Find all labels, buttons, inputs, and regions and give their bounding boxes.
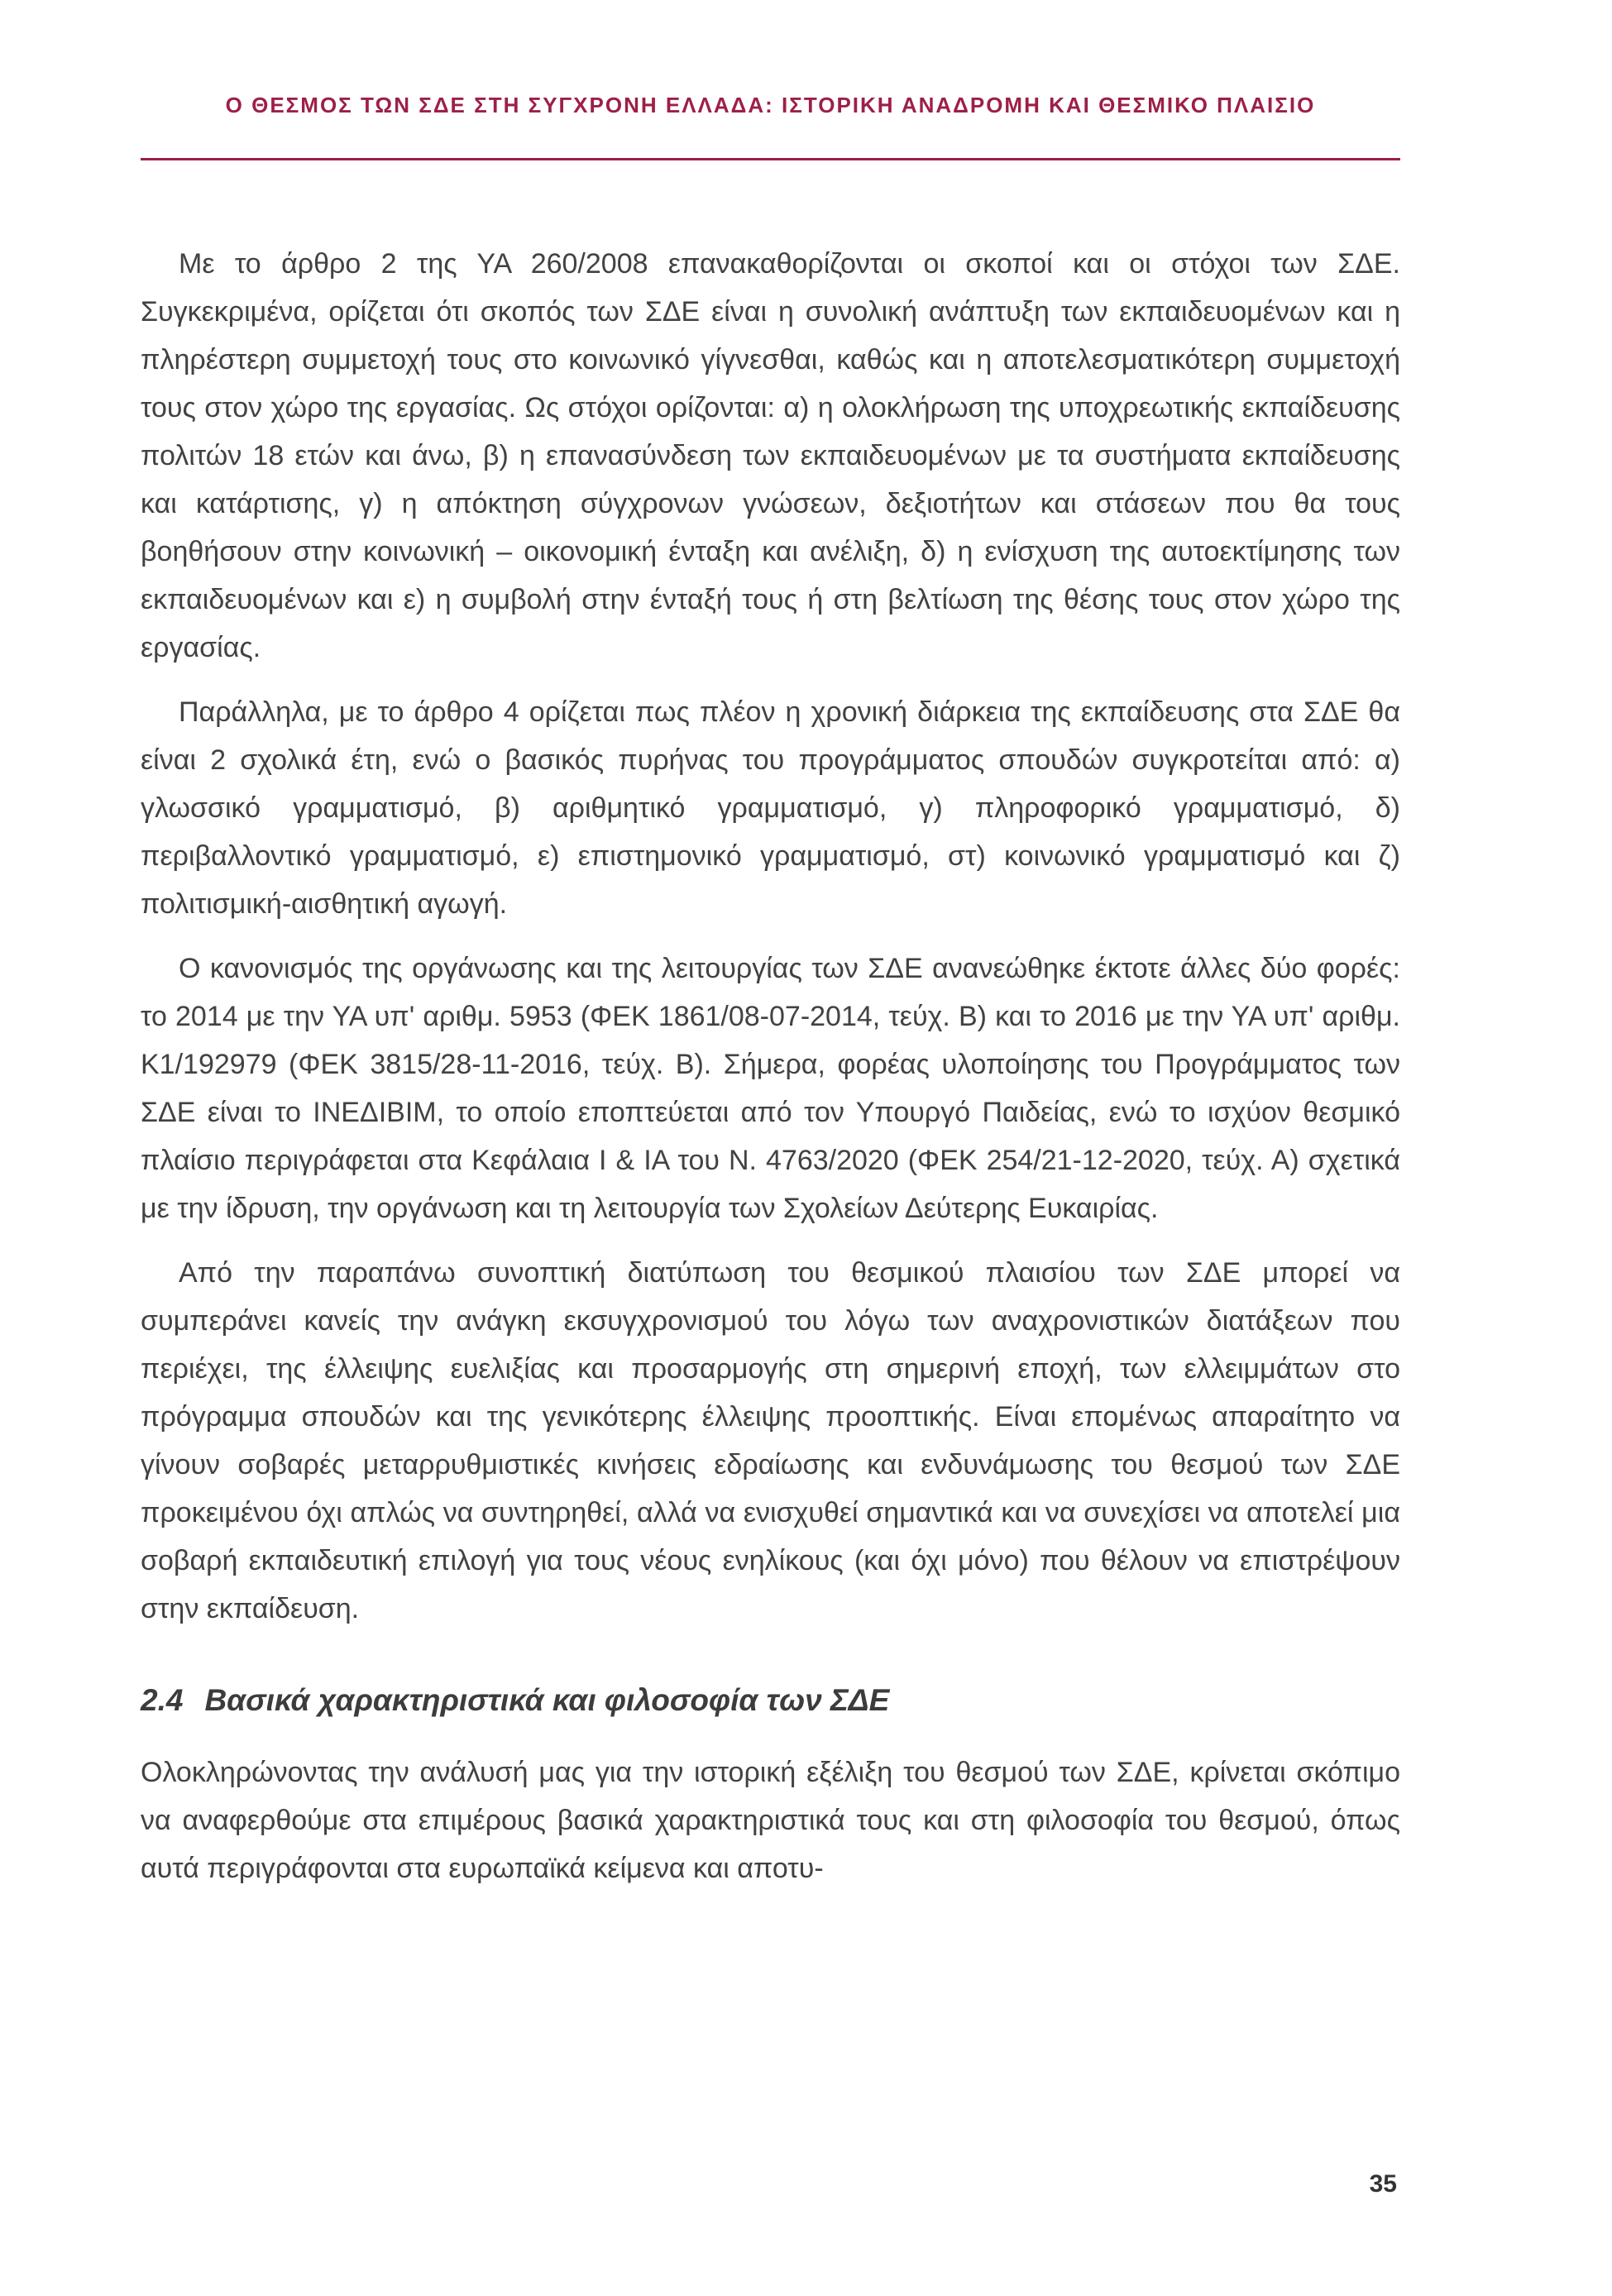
page-number: 35 bbox=[1369, 2170, 1397, 2198]
section-heading-title: Βασικά χαρακτηριστικά και φιλοσοφία των ΣΔΕ bbox=[204, 1683, 890, 1718]
section-heading bbox=[141, 1681, 1400, 1720]
paragraph: Από την παραπάνω συνοπτική διατύπωση του θεσμικού πλαισίου των ΣΔΕ μπορεί να συμπεράνει κανείς την ανάγκη εκσυγχρονισμού του λόγω των αναχρονιστικών διατάξεων που περιέχει, της έλλειψης ευελιξίας και προσαρμογής στη σημερινή εποχή, των ελλειμμάτων στο πρόγραμμα σπουδών και της γενικότερης έλλειψης προοπτικής. Είναι επομένως απαραίτητο να γίνουν σοβαρές μεταρρυθμιστικές κινήσεις εδραίωσης και ενδυνάμωσης του θεσμού των ΣΔΕ προκειμένου όχι απλώς να συντηρηθεί, αλλά να ενισχυθεί σημαντικά και να συνεχίσει να αποτελεί μια σοβαρή εκπαιδευτική επιλογή για τους νέους ενηλίκους (και όχι μόνο) που θέλουν να επιστρέψουν στην εκπαίδευση. bbox=[141, 1257, 1400, 1625]
paragraph: Ο κανονισμός της οργάνωσης και της λειτουργίας των ΣΔΕ ανανεώθηκε έκτοτε άλλες δύο φορές: το 2014 με την ΥΑ υπ' αριθμ. 5953 (ΦΕΚ 1861/08-07-2014, τεύχ. Β) και το 2016 με την ΥΑ υπ' αριθμ. Κ1/192979 (ΦΕΚ 3815/28-11-2016, τεύχ. Β). Σήμερα, φορέας υλοποίησης του Προγράμματος των ΣΔΕ είναι το ΙΝΕΔΙΒΙΜ, το οποίο εποπτεύεται από τον Υπουργό Παιδείας, ενώ το ισχύον θεσμικό πλαίσιο περιγράφεται στα Κεφάλαια Ι & ΙΑ του Ν. 4763/2020 (ΦΕΚ 254/21-12-2020, τεύχ. Α) σχετικά με την ίδρυση, την οργάνωση και τη λειτουργία των Σχολείων Δεύτερης Ευκαιρίας. bbox=[141, 953, 1400, 1225]
page-content bbox=[141, 240, 1400, 1892]
section-heading-number: 2.4 bbox=[141, 1683, 184, 1718]
running-header-title: Ο ΘΕΣΜΟΣ ΤΩΝ ΣΔΕ ΣΤΗ ΣΥΓΧΡΟΝΗ ΕΛΛΑΔΑ: ΙΣΤΟΡΙΚΗ ΑΝΑΔΡΟΜΗ ΚΑΙ ΘΕΣΜΙΚΟ ΠΛΑΙΣΙΟ bbox=[225, 93, 1316, 117]
header-rule bbox=[141, 158, 1400, 160]
paragraph: Παράλληλα, με το άρθρο 4 ορίζεται πως πλέον η χρονική διάρκεια της εκπαίδευσης στα ΣΔΕ θα είναι 2 σχολικά έτη, ενώ ο βασικός πυρήνας του προγράμματος σπουδών συγκροτείται από: α) γλωσσικό γραμματισμό, β) αριθμητικό γραμματισμό, γ) πληροφορικό γραμματισμό, δ) περιβαλλοντικό γραμματισμό, ε) επιστημονικό γραμματισμό, στ) κοινωνικό γραμματισμό και ζ) πολιτισμική-αισθητική αγωγή. bbox=[141, 696, 1400, 921]
page-header bbox=[141, 93, 1400, 160]
paragraph: Με το άρθρο 2 της ΥΑ 260/2008 επανακαθορίζονται οι σκοποί και οι στόχοι των ΣΔΕ. Συγκεκριμένα, ορίζεται ότι σκοπός των ΣΔΕ είναι η συνολική ανάπτυξη των εκπαιδευομένων και η πληρέστερη συμμετοχή τους στο κοινωνικό γίγνεσθαι, καθώς και η αποτελεσματικότερη συμμετοχή τους στον χώρο της εργασίας. Ως στόχοι ορίζονται: α) η ολοκλήρωση της υποχρεωτικής εκπαίδευσης πολιτών 18 ετών και άνω, β) η επανασύνδεση των εκπαιδευομένων με τα συστήματα εκπαίδευσης και κατάρτισης, γ) η απόκτηση σύγχρονων γνώσεων, δεξιοτήτων και στάσεων που θα τους βοηθήσουν στην κοινωνική – οικονομική ένταξη και ανέλιξη, δ) η ενίσχυση της αυτοεκτίμησης των εκπαιδευομένων και ε) η συμβολή στην ένταξή τους ή στη βελτίωση της θέσης τους στον χώρο της εργασίας. bbox=[141, 248, 1400, 664]
paragraph: Ολοκληρώνοντας την ανάλυσή μας για την ιστορική εξέλιξη του θεσμού των ΣΔΕ, κρίνεται σκόπιμο να αναφερθούμε στα επιμέρους βασικά χαρακτηριστικά τους και στη φιλοσοφία του θεσμού, όπως αυτά περιγράφονται στα ευρωπαϊκά κείμενα και αποτυ- bbox=[141, 1757, 1400, 1885]
